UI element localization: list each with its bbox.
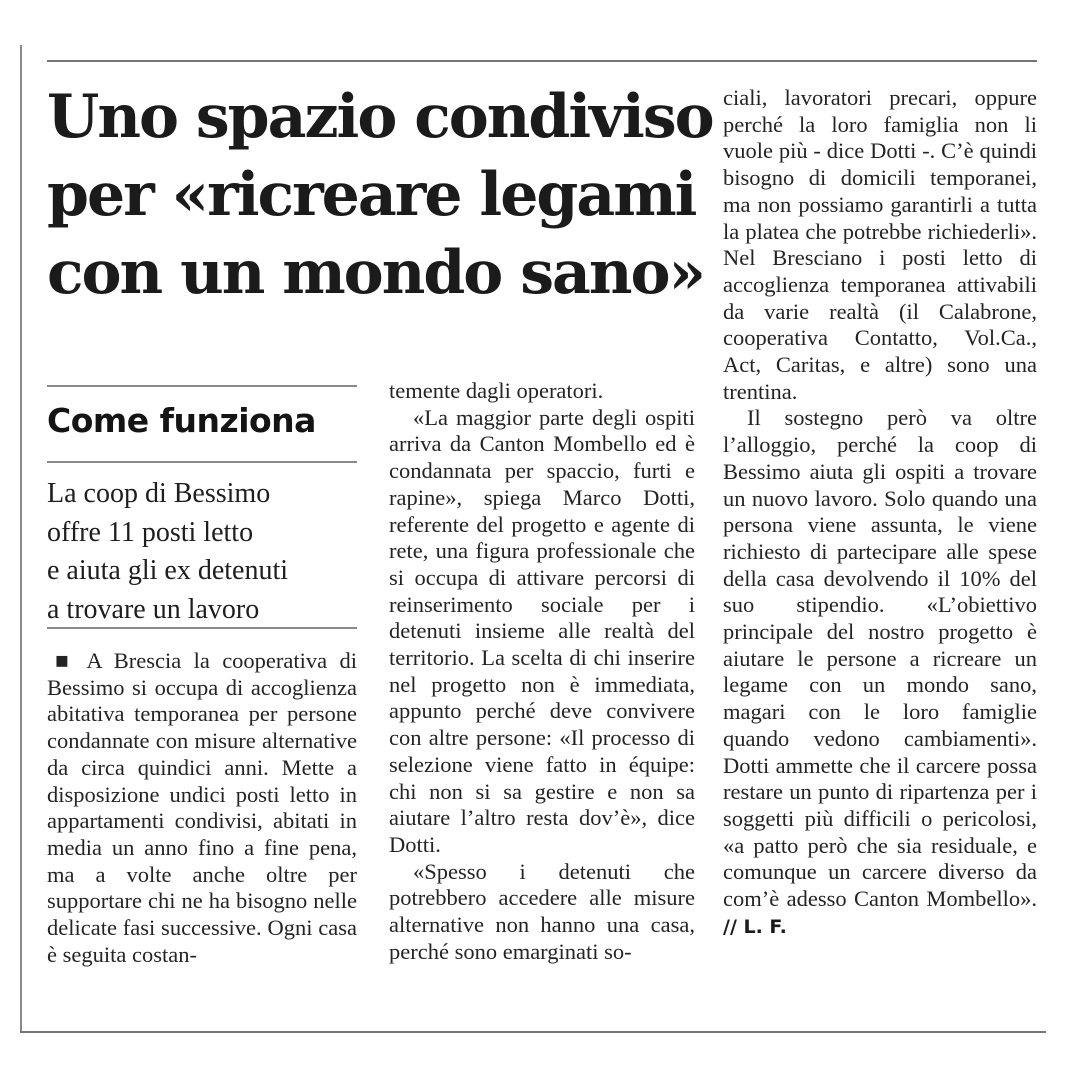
left-column-rule bbox=[20, 45, 22, 1032]
kicker-title: Come funziona bbox=[47, 401, 316, 440]
headline-line: con un mondo sano» bbox=[47, 238, 704, 308]
headline-line: per «ricreare legami bbox=[47, 160, 696, 230]
kicker-top-rule bbox=[47, 385, 357, 387]
body-column-2 bbox=[389, 378, 695, 965]
article-top-rule bbox=[47, 60, 1037, 62]
article-paragraph: ciali, lavoratori precari, oppure perché la loro famiglia non li vuole più - dice Dotti -. C’è quindi bisogno di domicili temporanei, ma non possiamo garantirli a tutta la platea che potrebbe richiederli». Nel Bresciano i posti letto di accoglienza temporanea attivabili da varie realtà (il Calabrone, cooperativa Contatto, Vol.Ca., Act, Caritas, e altre) sono una trentina. bbox=[723, 85, 1037, 404]
body-column-1 bbox=[47, 648, 357, 968]
kicker-divider-rule bbox=[47, 461, 357, 463]
article-paragraph bbox=[723, 405, 1037, 940]
headline bbox=[47, 78, 717, 312]
standfirst-line: a trovare un lavoro bbox=[47, 593, 260, 625]
kicker-bottom-rule bbox=[47, 627, 357, 629]
standfirst bbox=[47, 475, 357, 629]
article-paragraph: temente dagli operatori. bbox=[389, 378, 604, 403]
article-paragraph: «Spesso i detenuti che potrebbero accedere alle misure alternative non hanno una casa, perché sono emarginati so- bbox=[389, 858, 695, 964]
article-paragraph-text: Il sostegno però va oltre l’alloggio, perché la coop di Bessimo aiuta gli ospiti a trovare un nuovo lavoro. Solo quando una persona viene assunta, le viene richiesto di partecipare alle spese della casa devolvendo il 10% del suo stipendio. «L’obiettivo principale del nostro progetto è aiutare le persone a ricreare un legame con un mondo sano, magari con le loro famiglie quando vedono cambiamenti». Dotti ammette che il carcere possa restare un punto di ripartenza per i soggetti più difficili o pericolosi, «a patto però che sia residuale, e comunque un carcere diverso da com’è adesso Canton Mombello». bbox=[723, 405, 1037, 912]
headline-line: Uno spazio condiviso bbox=[47, 82, 713, 152]
author-signature: // L. F. bbox=[723, 915, 787, 938]
article-bottom-rule bbox=[20, 1031, 1046, 1033]
article-paragraph: ■ A Brescia la cooperativa di Bessimo si occupa di accoglienza abitativa temporanea per persone condannate con misure alternative da circa quindici anni. Mette a disposizione undici posti letto in appartamenti condivisi, abitati in media un anno fino a fine pena, ma a volte anche oltre per supportare chi ne ha bisogno nelle delicate fasi successive. Ogni casa è seguita costan- bbox=[47, 648, 357, 967]
body-column-3 bbox=[723, 85, 1037, 941]
standfirst-line: e aiuta gli ex detenuti bbox=[47, 555, 289, 586]
article-paragraph: «La maggior parte degli ospiti arriva da Canton Mombello ed è condannata per spaccio, furti e rapine», spiega Marco Dotti, referente del progetto e agente di rete, una figura professionale che si occupa di attivare percorsi di reinserimento sociale per i detenuti insieme alle realtà del territorio. La scelta di chi inserire nel progetto non è immediata, appunto perché deve convivere con altre persone: «Il processo di selezione viene fatto in équipe: chi non si sa gestire e non sa aiutare l’altro resta dov’è», dice Dotti. bbox=[389, 404, 695, 857]
standfirst-line: offre 11 posti letto bbox=[47, 516, 254, 548]
standfirst-line: La coop di Bessimo bbox=[47, 478, 271, 509]
